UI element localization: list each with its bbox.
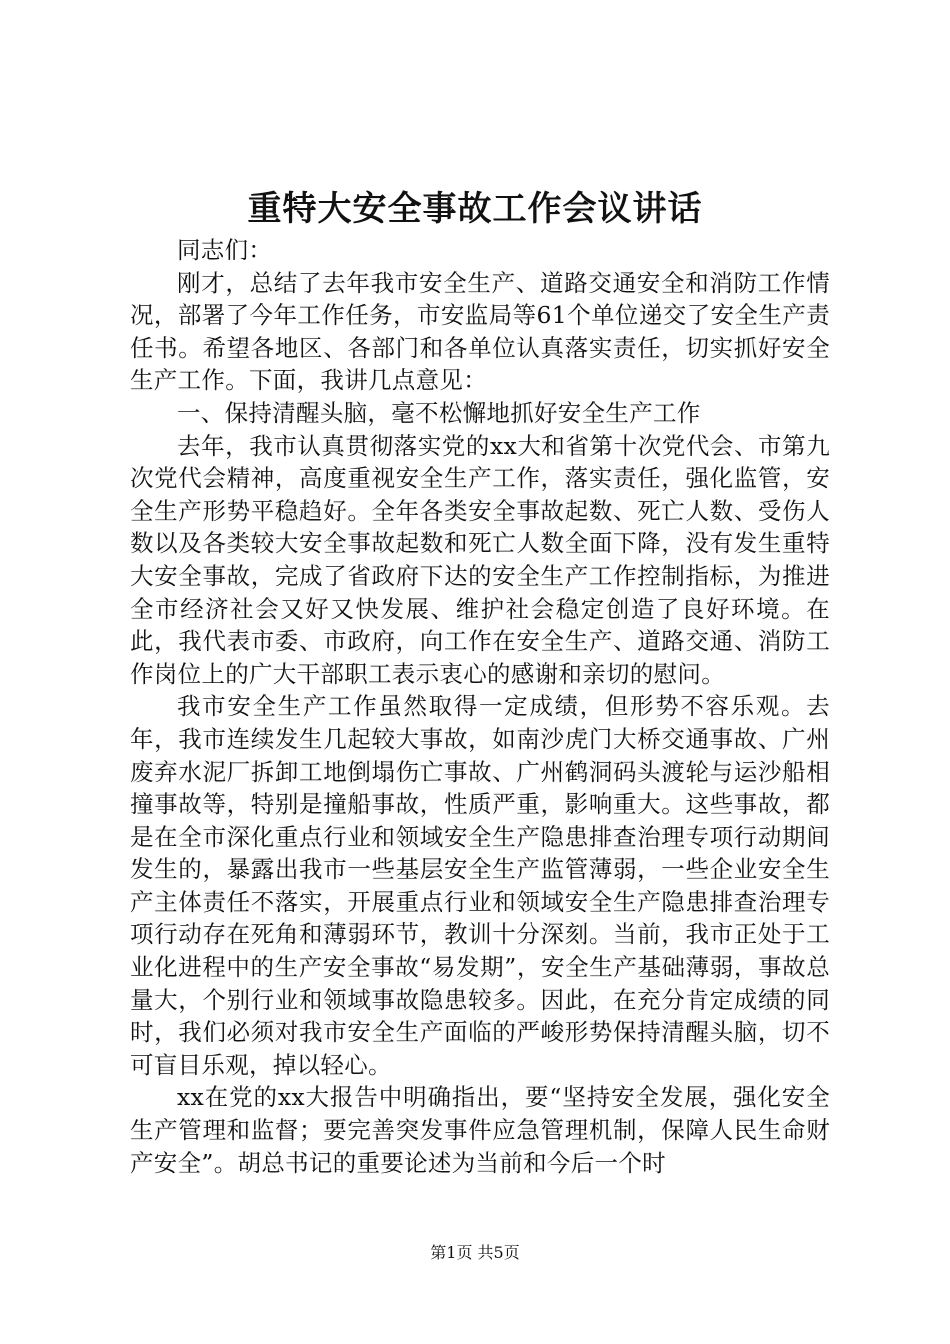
document-body — [130, 234, 830, 1179]
salutation: 同志们： — [177, 236, 273, 264]
paragraph-policy: xx在党的xx大报告中明确指出，要“坚持安全发展，强化安全生产管理和监督；要完善突发事件应急管理机制，保障人民生命财产安全”。胡总书记的重要论述为当前和今后一个时 — [130, 1083, 830, 1177]
paragraph-situation: 我市安全生产工作虽然取得一定成绩，但形势不容乐观。去年，我市连续发生几起较大事故，如南沙虎门大桥交通事故、广州废弃水泥厂拆卸工地倒塌伤亡事故、广州鹤洞码头渡轮与运沙船相撞事故等，特别是撞船事故，性质严重，影响重大。这些事故，都是在全市深化重点行业和领域安全生产隐患排查治理专项行动期间发生的，暴露出我市一些基层安全生产监管薄弱，一些企业安全生产主体责任不落实，开展重点行业和领域安全生产隐患排查治理专项行动存在死角和薄弱环节，教训十分深刻。当前，我市正处于工业化进程中的生产安全事故“易发期”，安全生产基础薄弱，事故总量大，个别行业和领域事故隐患较多。因此，在充分肯定成绩的同时，我们必须对我市安全生产面临的严峻形势保持清醒头脑，切不可盲目乐观，掉以轻心。 — [130, 692, 830, 1079]
paragraph-achievements: 去年，我市认真贯彻落实党的xx大和省第十次党代会、市第九次党代会精神，高度重视安全生产工作，落实责任，强化监管，安全生产形势平稳趋好。全年各类安全事故起数、死亡人数、受伤人数以及各类较大安全事故起数和死亡人数全面下降，没有发生重特大安全事故，完成了省政府下达的安全生产工作控制指标，为推进全市经济社会又好又快发展、维护社会稳定创造了良好环境。在此，我代表市委、市政府，向工作在安全生产、道路交通、消防工作岗位上的广大干部职工表示衷心的感谢和亲切的慰问。 — [130, 431, 830, 688]
document-title: 重特大安全事故工作会议讲话 — [247, 189, 703, 229]
section-heading-1: 一、保持清醒头脑，毫不松懈地抓好安全生产工作 — [177, 398, 701, 427]
paragraph-intro: 刚才，总结了去年我市安全生产、道路交通安全和消防工作情况，部署了今年工作任务，市安监局等61个单位递交了安全生产责任书。希望各地区、各部门和各单位认真落实责任，切实抓好安全生产工作。下面，我讲几点意见： — [130, 268, 830, 395]
page-footer: 第1页 共5页 — [430, 1243, 520, 1262]
